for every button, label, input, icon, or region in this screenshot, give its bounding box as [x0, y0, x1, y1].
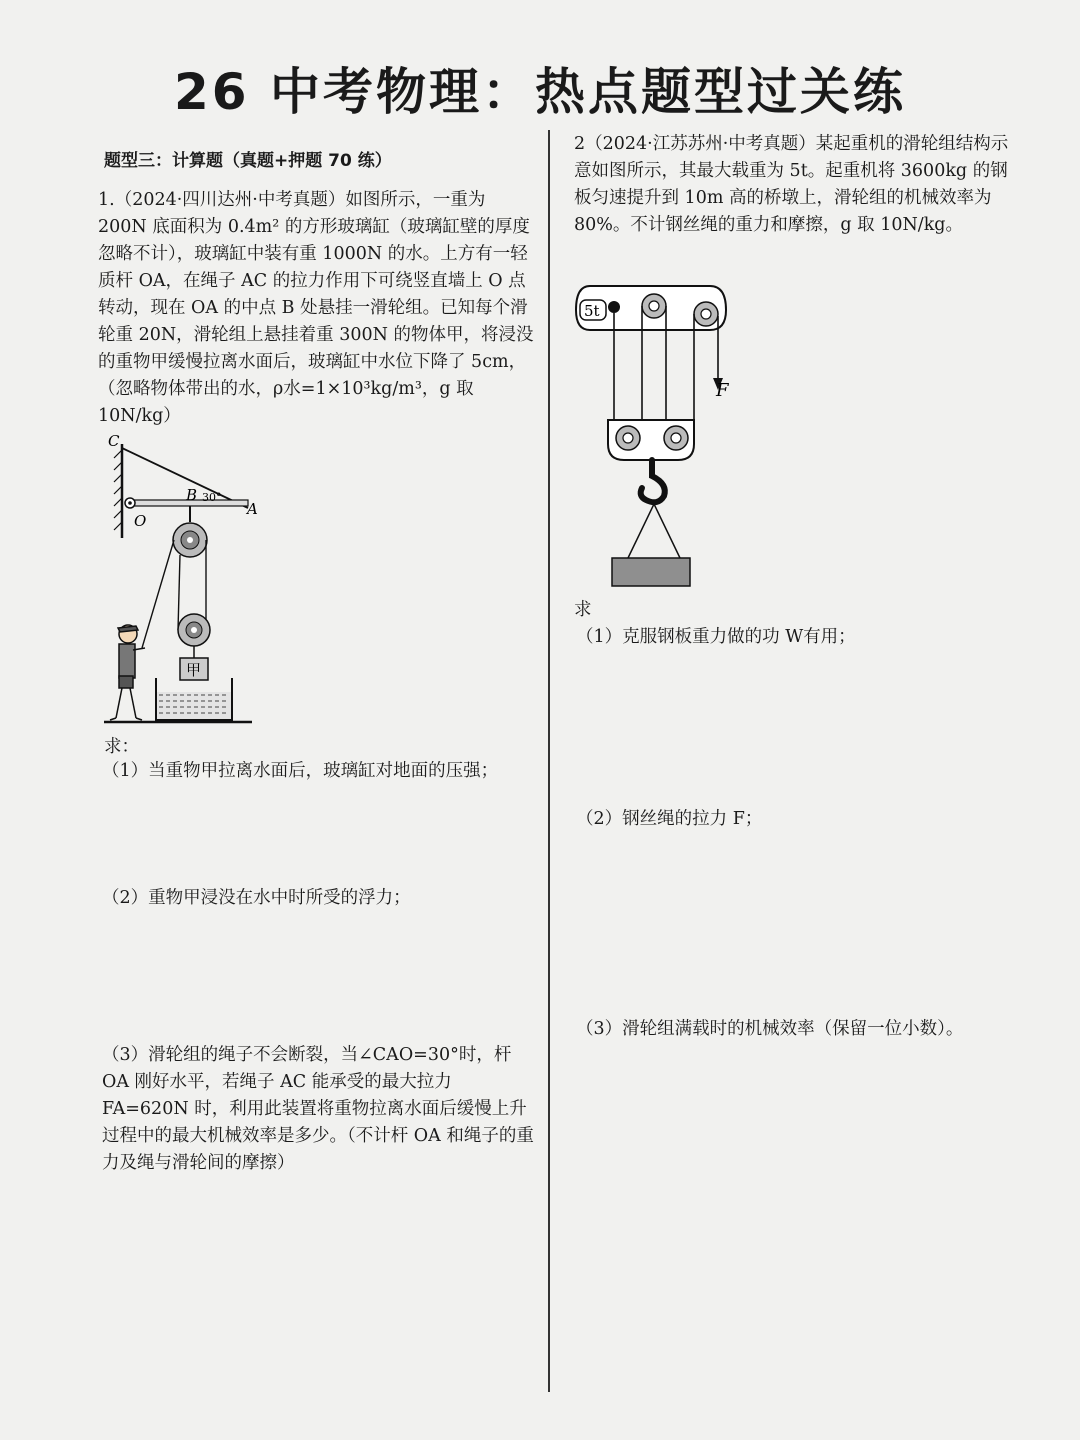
- q1-sub1: （1）当重物甲拉离水面后，玻璃缸对地面的压强；: [102, 761, 499, 781]
- person-pulling: [110, 625, 145, 720]
- fixed-pulley: [173, 523, 207, 557]
- q1-sub3: （3）滑轮组的绳子不会断裂，当∠CAO=30°时，杆 OA 刚好水平，若绳子 AC 能承受的最大拉力 FA=620N 时，利用此装置将重物拉离水面后缓慢上升过程中的最大机械效率是多少。（不计杆 OA 和绳子的重力及绳与滑轮间的摩擦）: [102, 1045, 534, 1173]
- q1-sub2: （2）重物甲浸没在水中时所受的浮力；: [102, 888, 411, 908]
- steel-plate: [612, 558, 690, 586]
- rope-ac: [122, 448, 248, 508]
- q1-ask: 求：: [104, 737, 139, 757]
- q2-sub1: （1）克服钢板重力做的功 W有用；: [576, 627, 856, 647]
- page-title: 26 中考物理：热点题型过关练: [174, 63, 906, 121]
- label-a: A: [247, 500, 258, 518]
- q1-statement: 1.（2024·四川达州·中考真题）如图所示，一重为 200N 底面积为 0.4m² 的方形玻璃缸（玻璃缸壁的厚度忽略不计），玻璃缸中装有重 1000N 的水。上方有一轻质杆 OA，在绳子 AC 的拉力作用下可绕竖直墙上 O 点转动，现在 OA 的中点 B 处悬挂一滑轮组。已知每个滑轮重 20N，滑轮组上悬挂着重 300N 的物体甲，将浸没的重物甲缓慢拉离水面后，玻璃缸中水位下降了 5cm，（忽略物体带出的水，ρ水=1×10³kg/m³，g 取 10N/kg）: [98, 190, 534, 426]
- q2-statement: 2（2024·江苏苏州·中考真题）某起重机的滑轮组结构示意如图所示，其最大载重为 5t。起重机将 3600kg 的钢板匀速提升到 10m 高的桥墩上，滑轮组的机械效率为 80%。不计钢丝绳的重力和摩擦，g 取 10N/kg。: [574, 134, 1009, 235]
- q2-ask: 求: [574, 600, 592, 620]
- label-angle: 30°: [202, 491, 222, 504]
- load-label: 5t: [584, 302, 600, 320]
- label-b: B: [186, 486, 198, 504]
- label-o: O: [134, 512, 147, 530]
- q2-figure: [570, 278, 740, 598]
- q1-figure: [100, 430, 270, 730]
- label-c: C: [108, 432, 120, 450]
- force-label: F: [716, 380, 729, 401]
- q2-sub2: （2）钢丝绳的拉力 F；: [576, 809, 763, 829]
- q2-sub3: （3）滑轮组满载时的机械效率（保留一位小数）。: [576, 1019, 964, 1039]
- object-jia-label: 甲: [186, 661, 202, 679]
- crane-hook: [641, 460, 665, 502]
- movable-pulley: [178, 614, 210, 646]
- glass-tank: [156, 678, 232, 720]
- column-divider: [548, 130, 550, 1392]
- section-heading: 题型三：计算题（真题+押题 70 练）: [104, 151, 392, 171]
